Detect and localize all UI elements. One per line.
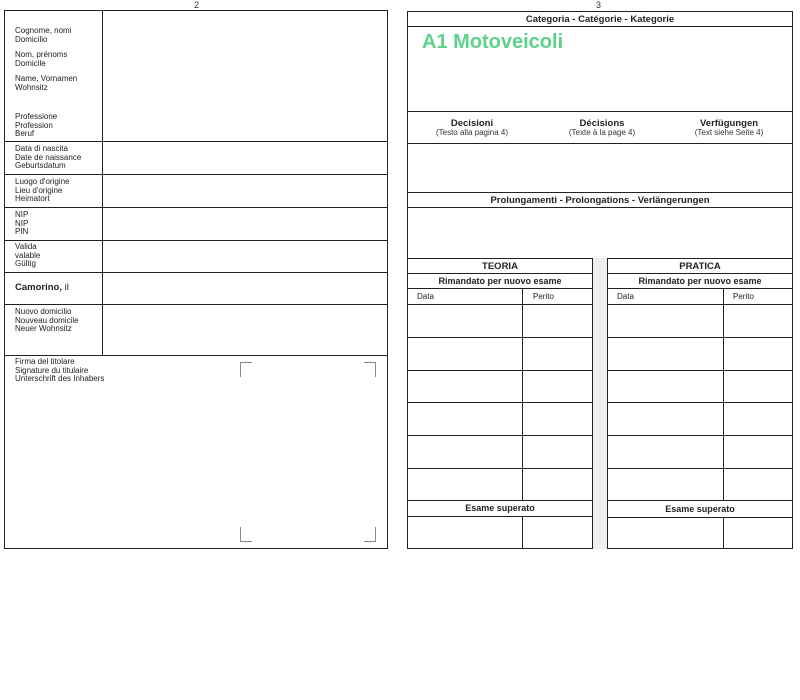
page-number-right: 3 bbox=[596, 0, 602, 10]
new-address-value[interactable] bbox=[103, 305, 387, 354]
page-number-left: 2 bbox=[194, 0, 200, 10]
row-line bbox=[608, 288, 793, 289]
row-line bbox=[407, 304, 592, 305]
theory-col-expert: Perito bbox=[533, 292, 554, 301]
category-header: Categoria - Catégorie - Kategorie bbox=[525, 14, 675, 25]
row-line bbox=[407, 516, 592, 517]
theory-subtitle: Rimandato per nuovo esame bbox=[438, 276, 562, 286]
place-date-value[interactable] bbox=[103, 273, 387, 303]
row-line bbox=[608, 370, 793, 371]
profession-label: Professione Profession Beruf bbox=[15, 112, 58, 139]
row-line bbox=[407, 337, 592, 338]
practice-col-expert: Perito bbox=[733, 292, 754, 301]
practice-passed-label: Esame superato bbox=[665, 504, 735, 514]
signature-box[interactable] bbox=[240, 362, 376, 542]
nip-label: NIP NIP PIN bbox=[15, 210, 29, 237]
nip-value[interactable] bbox=[103, 208, 387, 239]
row-line bbox=[407, 468, 592, 469]
practice-title: PRATICA bbox=[679, 261, 721, 272]
place-name: Camorino, bbox=[15, 282, 62, 293]
decisions-title-it: Decisioni bbox=[450, 118, 494, 129]
extensions-value-area[interactable] bbox=[408, 208, 792, 257]
place-date-label bbox=[15, 282, 69, 293]
theory-col-date: Data bbox=[417, 292, 434, 301]
practice-column-divider bbox=[723, 517, 724, 549]
origin-label: Luogo d'origine Lieu d'origine Heimatort bbox=[15, 177, 70, 204]
place-date-suffix: il bbox=[61, 282, 69, 293]
valid-label: Valida valable Gültig bbox=[15, 242, 41, 269]
decisions-note-fr: (Texte à la page 4) bbox=[568, 128, 636, 137]
photo-corner-bottom-right bbox=[364, 527, 376, 542]
row-line bbox=[608, 468, 793, 469]
new-address-label: Nuovo domicilio Nouveau domicile Neuer Wohnsitz bbox=[15, 307, 79, 334]
category-value: A1 Motoveicoli bbox=[422, 31, 564, 53]
row-line bbox=[608, 517, 793, 518]
origin-value[interactable] bbox=[103, 175, 387, 206]
theory-passed-label: Esame superato bbox=[465, 503, 535, 513]
extensions-header: Prolungamenti - Prolongations - Verlängerungen bbox=[490, 195, 710, 206]
row-line bbox=[608, 402, 793, 403]
row-line bbox=[407, 500, 592, 501]
row-line bbox=[407, 288, 592, 289]
name-field-label: Cognome, nomi Domicilio bbox=[15, 26, 72, 44]
decisions-title-fr: Décisions bbox=[579, 118, 625, 129]
photo-corner-top-left bbox=[240, 362, 252, 377]
row-line bbox=[608, 435, 793, 436]
table-separator bbox=[592, 258, 608, 549]
row-line bbox=[407, 26, 793, 27]
practice-subtitle: Rimandato per nuovo esame bbox=[638, 276, 762, 286]
decisions-value-area[interactable] bbox=[408, 144, 792, 191]
name-field-label-de: Name, Vornamen Wohnsitz bbox=[15, 74, 78, 92]
row-line bbox=[608, 337, 793, 338]
row-line bbox=[407, 370, 592, 371]
row-line bbox=[407, 435, 592, 436]
photo-corner-top-right bbox=[364, 362, 376, 377]
row-line bbox=[407, 273, 592, 274]
theory-column-divider bbox=[522, 288, 523, 501]
photo-corner-bottom-left bbox=[240, 527, 252, 542]
name-value-area[interactable] bbox=[103, 11, 387, 140]
row-line bbox=[407, 402, 592, 403]
row-line bbox=[407, 192, 793, 193]
row-line bbox=[608, 304, 793, 305]
decisions-note-de: (Text siehe Seite 4) bbox=[694, 128, 764, 137]
birth-date-value[interactable] bbox=[103, 142, 387, 173]
theory-title: TEORIA bbox=[482, 261, 518, 272]
practice-column-divider bbox=[723, 288, 724, 501]
practice-col-date: Data bbox=[617, 292, 634, 301]
theory-column-divider bbox=[522, 516, 523, 549]
signature-label: Firma del titolare Signature du titulaire Unterschrift des Inhabers bbox=[15, 357, 105, 384]
decisions-note-it: (Testo alla pagina 4) bbox=[435, 128, 509, 137]
row-line bbox=[407, 111, 793, 112]
decisions-title-de: Verfügungen bbox=[699, 118, 759, 129]
row-line bbox=[608, 500, 793, 501]
row-line bbox=[4, 355, 388, 356]
birth-date-label: Data di nascita Date de naissance Geburtsdatum bbox=[15, 144, 82, 171]
row-line bbox=[608, 273, 793, 274]
valid-value[interactable] bbox=[103, 241, 387, 271]
name-field-label-fr: Nom, prénoms Domicile bbox=[15, 50, 68, 68]
